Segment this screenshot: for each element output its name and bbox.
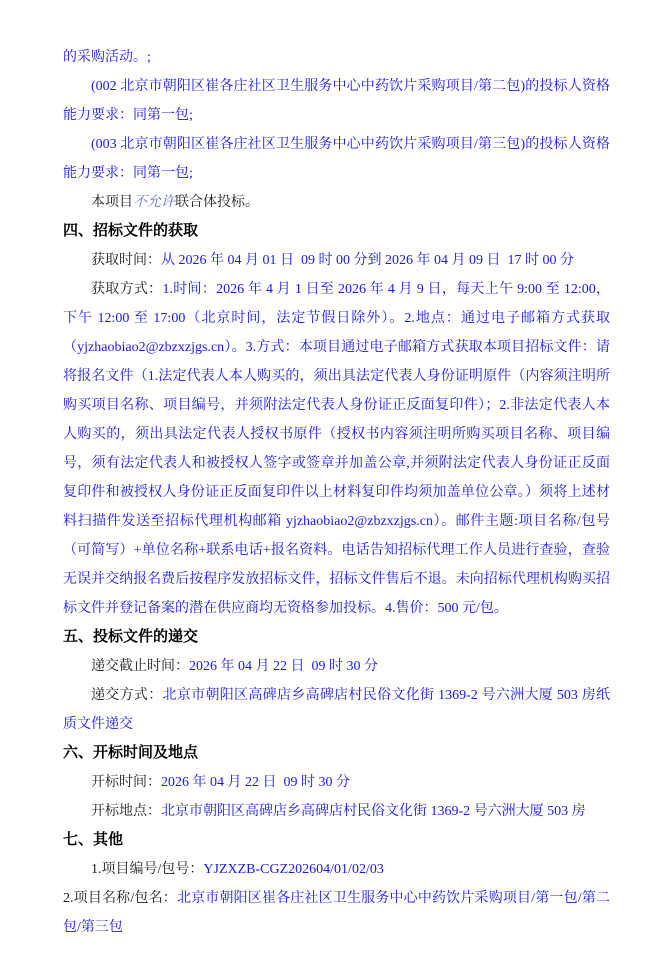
- paragraph-consortium-bidding: [63, 188, 610, 217]
- consortium-suffix-text: 联合体投标。: [175, 195, 259, 210]
- opening-time-label: 开标时间：: [91, 775, 161, 790]
- section6-heading-bid-opening: 六、开标时间及地点: [63, 745, 199, 761]
- paragraph-package3-qualification: (003 北京市朝阳区崔各庄社区卫生服务中心中药饮片采购项目/第三包)的投标人资格能力要求：同第一包;: [63, 137, 610, 181]
- paragraph-acquire-time: [63, 246, 610, 275]
- opening-time-value: 2026 年 04 月 22 日 09 时 30 分: [161, 775, 350, 790]
- submission-method-value: 北京市朝阳区高碑店乡高碑店村民俗文化街 1369-2 号六洲大厦 503 房纸质文件递交: [63, 688, 611, 732]
- acquire-method-label: 获取方式：: [91, 282, 163, 297]
- consortium-not-allowed-emphasis: 不允许: [133, 195, 175, 210]
- paragraph-project-name: [63, 884, 610, 942]
- paragraph-continuation: 的采购活动。;: [63, 50, 151, 65]
- paragraph-opening-time: [63, 768, 610, 797]
- paragraph-acquire-method: [63, 275, 610, 623]
- acquire-method-value: 1.时间：2026 年 4 月 1 日至 2026 年 4 月 9 日，每天上午 9:00 至 12:00，下午 12:00 至 17:00（北京时间，法定节假日除外）。2.地点：通过电子邮箱方式获取（yjzhaobiao2@zbzxzjgs.cn）。3.方式：本项目通过电子邮箱方式获取本项目招标文件：请将报名文件（1.法定代表人本人购买的，须出具法定代表人身份证明原件（内容须注明所购买项目名称、项目编号，并须附法定代表人身份证正反面复印件）；2.非法定代表人本人购买的，须出具法定代表人授权书原件（授权书内容须注明所购买项目名称、项目编号，须有法定代表人和被授权人签字或签章并加盖公章,并须附法定代表人身份证正反面复印件和被授权人身份证正反面复印件以上材料复印件均须加盖单位公章。）须将上述材料扫描件发送至招标代理机构邮箱 yjzhaobiao2@zbzxzjgs.cn）。邮件主题:项目名称/包号（可简写）+单位名称+联系电话+报名资料。电话告知招标代理工作人员进行查验，查验无误并交纳报名费后按程序发放招标文件，招标文件售后不退。未向招标代理机构购买招标文件并登记备案的潜在供应商均无资格参加投标。4.售价：500 元/包。: [63, 282, 611, 616]
- opening-place-label: 开标地点：: [91, 804, 161, 819]
- paragraph-submission-method: [63, 681, 610, 739]
- project-number-value: YJZXZB-CGZ202604/01/02/03: [203, 862, 384, 877]
- submission-method-label: 递交方式：: [91, 688, 163, 703]
- paragraph-submission-deadline: [63, 652, 610, 681]
- submission-deadline-value: 2026 年 04 月 22 日 09 时 30 分: [189, 659, 378, 674]
- project-number-label: 1.项目编号/包号：: [91, 862, 204, 877]
- paragraph-project-number: [63, 855, 610, 884]
- opening-place-value: 北京市朝阳区高碑店乡高碑店村民俗文化街 1369-2 号六洲大厦 503 房: [161, 804, 586, 819]
- paragraph-package2-qualification: (002 北京市朝阳区崔各庄社区卫生服务中心中药饮片采购项目/第二包)的投标人资格能力要求：同第一包;: [63, 79, 610, 123]
- project-name-label: 2.项目名称/包名：: [63, 891, 177, 906]
- section5-heading-bid-submission: 五、投标文件的递交: [63, 629, 199, 645]
- acquire-time-label: 获取时间：: [91, 253, 161, 268]
- section4-heading-document-acquisition: 四、招标文件的获取: [63, 223, 199, 239]
- consortium-prefix-text: 本项目: [91, 195, 133, 210]
- acquire-time-value: 从 2026 年 04 月 01 日 09 时 00 分到 2026 年 04 月 09 日 17 时 00 分: [161, 253, 574, 268]
- section7-heading-other: 七、其他: [63, 832, 124, 848]
- project-name-value: 北京市朝阳区崔各庄社区卫生服务中心中药饮片采购项目/第一包/第二包/第三包: [63, 891, 611, 935]
- paragraph-opening-place: [63, 797, 610, 826]
- submission-deadline-label: 递交截止时间：: [91, 659, 189, 674]
